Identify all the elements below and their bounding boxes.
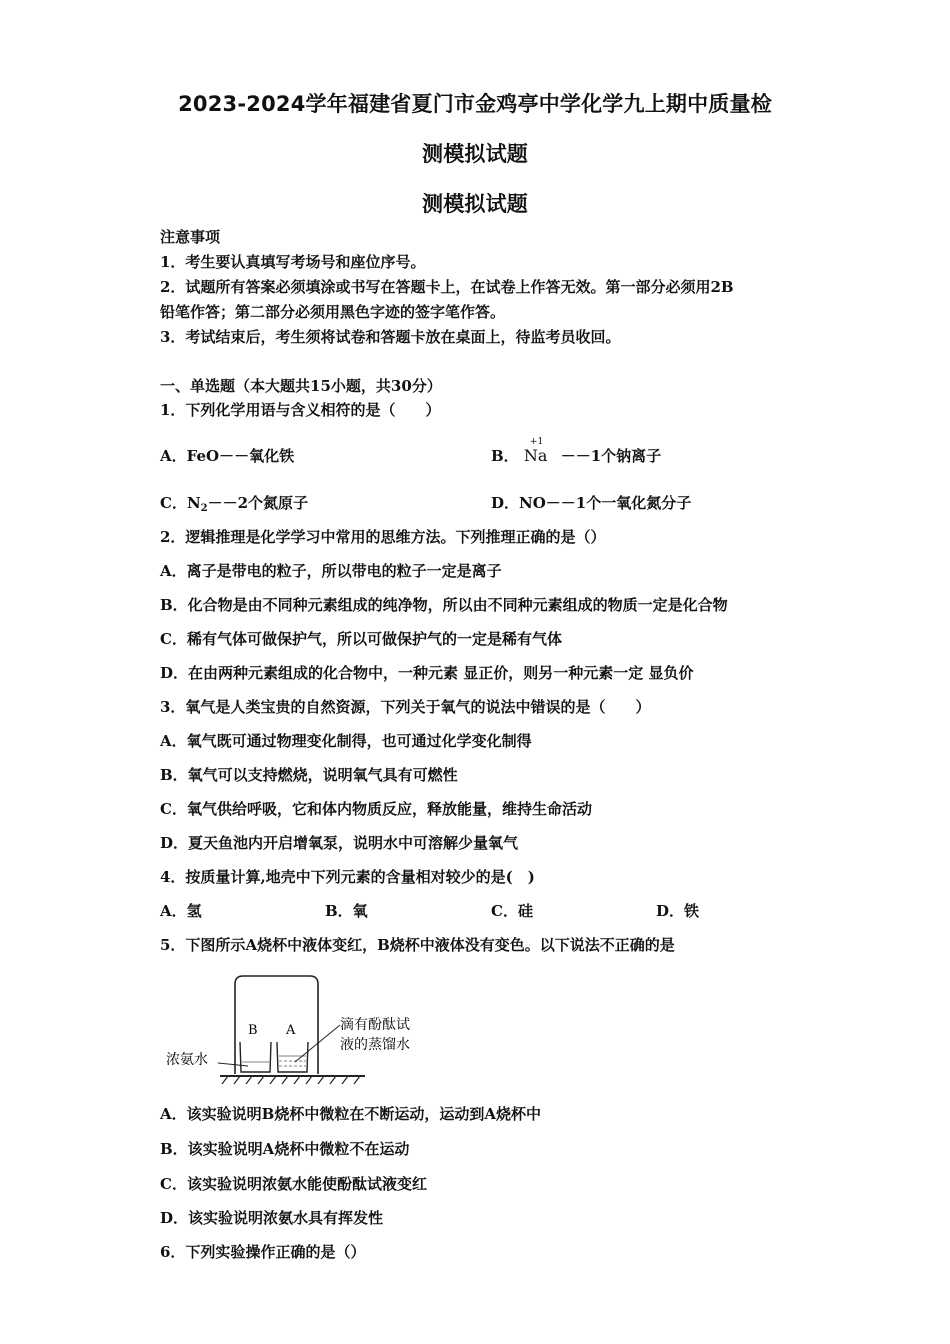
q3-option-a: A．氧气既可通过物理变化制得，也可通过化学变化制得: [160, 732, 532, 750]
q5-option-c: C．该实验说明浓氨水能使酚酞试液变红: [160, 1175, 427, 1193]
q3-option-d: D．夏天鱼池内开启增氧泵，说明水中可溶解少量氧气: [160, 834, 519, 852]
base-hatching: [222, 1076, 360, 1084]
q4-option-a: A．氢: [160, 902, 202, 920]
beaker-b: [240, 1042, 271, 1072]
q5-option-d: D．该实验说明浓氨水具有挥发性: [160, 1209, 384, 1227]
q1-option-d: D．NO－－1个一氧化氮分子: [491, 494, 692, 512]
beaker-a: [277, 1042, 308, 1072]
q2-option-d: D．在由两种元素组成的化合物中，一种元素 显正价，则另一种元素一定 显负价: [160, 664, 694, 682]
q1-option-c-subscript: 2: [200, 503, 208, 514]
leader-left: [218, 1063, 248, 1066]
q1-option-b: [491, 437, 662, 466]
notice-heading: 注意事项: [160, 228, 221, 246]
q1-stem: 1．下列化学用语与含义相符的是（ ）: [160, 401, 441, 419]
q1-option-a: A．FeO－－氧化铁: [160, 447, 295, 465]
q2-option-a: A．离子是带电的粒子，所以带电的粒子一定是离子: [160, 562, 502, 580]
q3-option-c: C．氧气供给呼吸，它和体内物质反应，释放能量，维持生命活动: [160, 800, 592, 818]
label-a: A: [286, 1023, 296, 1038]
q3-stem: 3．氧气是人类宝贵的自然资源，下列关于氧气的说法中错误的是（ ）: [160, 698, 651, 716]
q4-stem: 4．按质量计算,地壳中下列元素的含量相对较少的是( ): [160, 868, 535, 886]
notice-item-2b: 铅笔作答；第二部分必须用黑色字迹的签字笔作答。: [160, 303, 506, 321]
exam-title-line3: 测模拟试题: [422, 192, 528, 216]
notice-item-2a: 2．试题所有答案必须填涂或书写在答题卡上，在试卷上作答无效。第一部分必须用2B: [160, 278, 734, 296]
q1-option-c-text: －－2个氮原子: [207, 494, 309, 512]
q1-option-b-text: －－1个钠离子: [560, 447, 662, 465]
q5-option-a: A．该实验说明B烧杯中微粒在不断运动，运动到A烧杯中: [160, 1105, 541, 1123]
section-heading: 一、单选题（本大题共15小题，共30分）: [160, 377, 442, 395]
label-phenol-1: 滴有酚酞试: [340, 1017, 410, 1033]
q1-option-c: [160, 493, 308, 519]
q2-option-c: C．稀有气体可做保护气，所以可做保护气的一定是稀有气体: [160, 630, 562, 648]
q3-option-b: B．氧气可以支持燃烧，说明氧气具有可燃性: [160, 766, 458, 784]
q4-option-b: B．氧: [325, 902, 368, 920]
exam-title-line1: 2023-2024学年福建省夏门市金鸡亭中学化学九上期中质量检: [178, 92, 772, 116]
q5-option-b: B．该实验说明A烧杯中微粒不在运动: [160, 1140, 410, 1158]
label-b: B: [248, 1023, 258, 1038]
q6-stem: 6．下列实验操作正确的是（）: [160, 1243, 366, 1261]
sodium-charge: +1: [529, 437, 544, 447]
q5-stem: 5．下图所示A烧杯中液体变红，B烧杯中液体没有变色。以下说法不正确的是: [160, 936, 675, 954]
label-ammonia: 浓氨水: [166, 1052, 208, 1068]
sodium-symbol-text: Na: [523, 446, 548, 465]
sodium-symbol: [523, 437, 548, 466]
ammonia-experiment-diagram: [160, 970, 430, 1090]
q1-option-b-prefix: B．: [491, 447, 519, 465]
notice-item-3: 3．考试结束后，考生须将试卷和答题卡放在桌面上，待监考员收回。: [160, 328, 621, 346]
q4-option-d: D．铁: [656, 902, 700, 920]
exam-title-line2: 测模拟试题: [422, 142, 528, 166]
q2-option-b: B．化合物是由不同种元素组成的纯净物，所以由不同种元素组成的物质一定是化合物: [160, 596, 728, 614]
q4-option-c: C．硅: [491, 902, 533, 920]
q2-stem: 2．逻辑推理是化学学习中常用的思维方法。下列推理正确的是（）: [160, 528, 606, 546]
label-phenol-2: 液的蒸馏水: [340, 1037, 410, 1053]
notice-item-1: 1．考生要认真填写考场号和座位序号。: [160, 253, 426, 271]
q1-option-c-prefix: C．N: [160, 494, 201, 512]
